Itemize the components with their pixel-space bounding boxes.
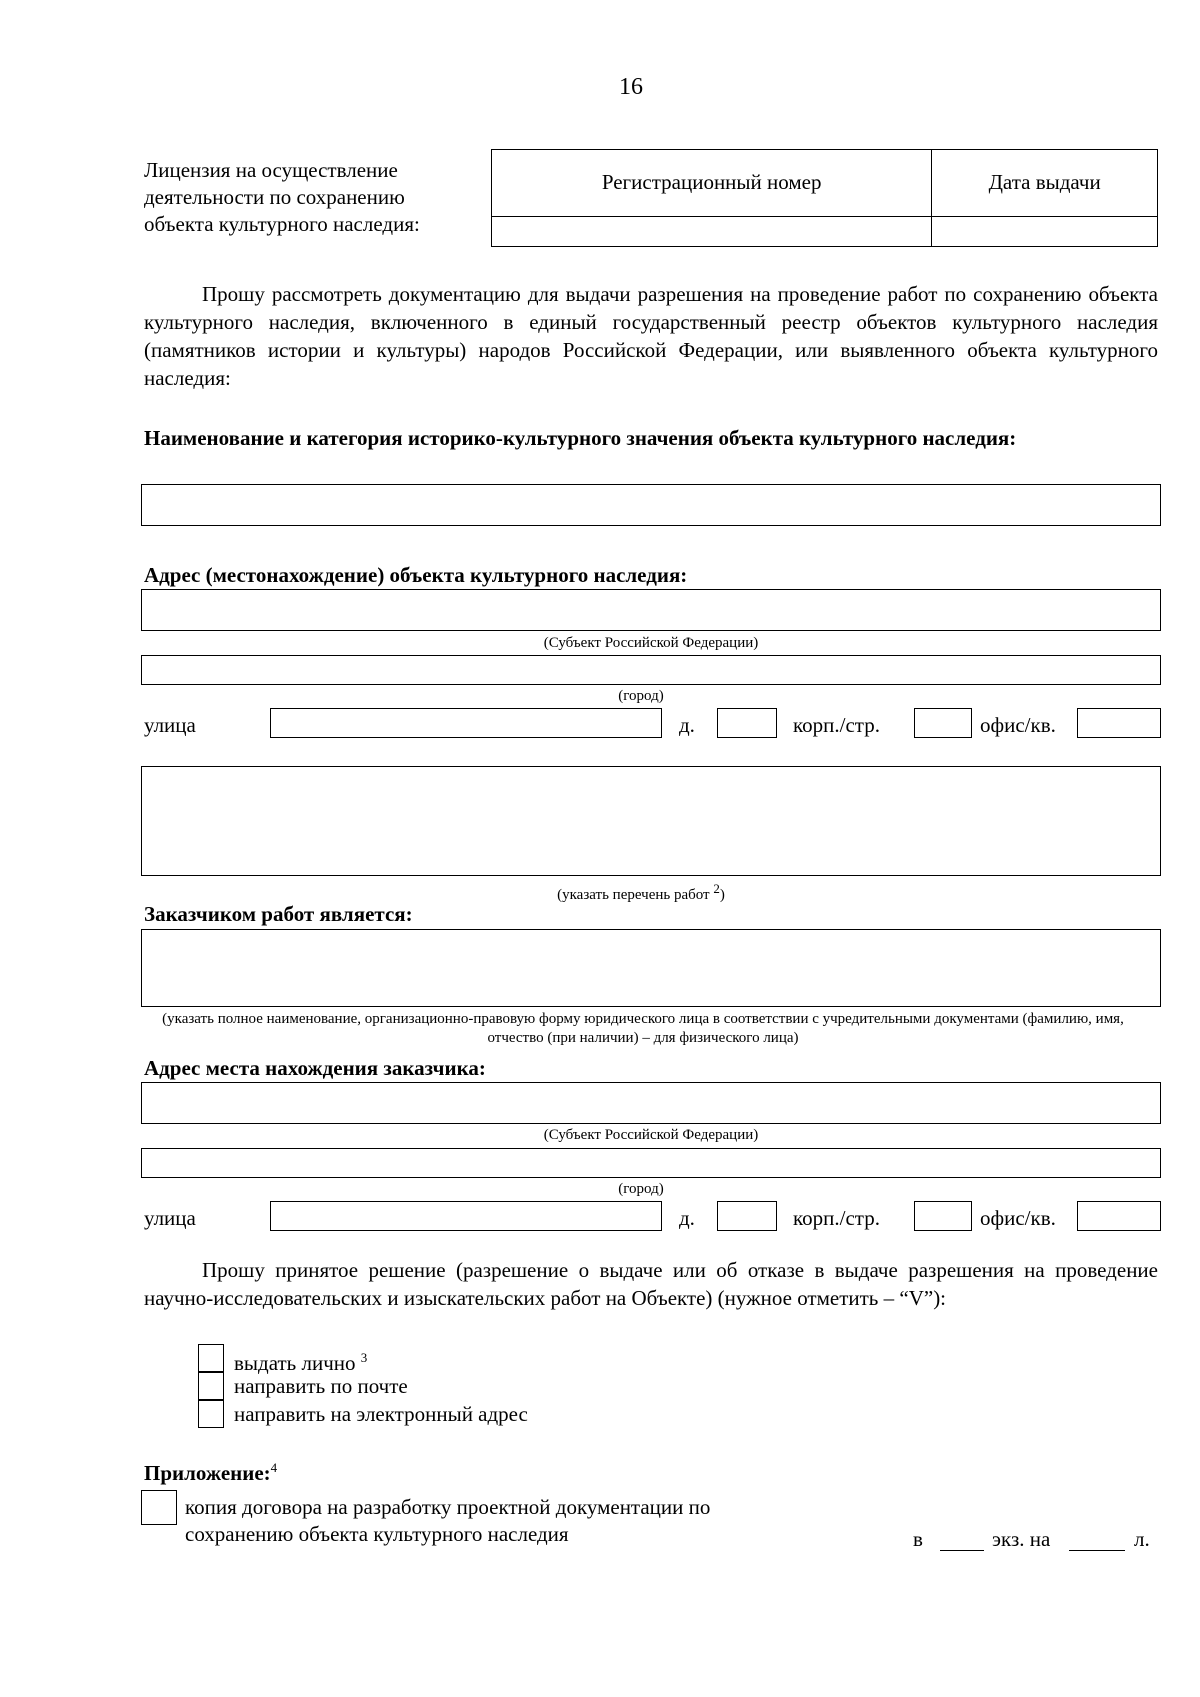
copies-count-field[interactable] <box>940 1550 984 1551</box>
appendix-item-line1: копия договора на разработку проектной документации по <box>185 1495 711 1519</box>
customer-building-field[interactable] <box>914 1201 972 1231</box>
object-name-field[interactable] <box>141 484 1161 526</box>
object-address-subject-field[interactable] <box>141 589 1161 631</box>
appendix-footnote: 4 <box>270 1460 278 1475</box>
delivery-mail-checkbox[interactable] <box>198 1372 224 1400</box>
customer-office-field[interactable] <box>1077 1201 1161 1231</box>
object-building-label: корп./стр. <box>793 713 880 737</box>
customer-caption: (указать полное наименование, организационно-правовую форму юридического лица в соответствии с учредительными документами (фамилию, имя, отчество (при наличии) – для физического лица) <box>162 1011 1124 1046</box>
customer-office-label: офис/кв. <box>980 1206 1056 1230</box>
customer-building-label: корп./стр. <box>793 1206 880 1230</box>
object-address-subject-caption: (Субъект Российской Федерации) <box>543 635 759 651</box>
delivery-personal-footnote: 3 <box>360 1350 368 1365</box>
appendix-contract-checkbox[interactable] <box>141 1490 177 1525</box>
delivery-mail-label: направить по почте <box>234 1374 408 1398</box>
customer-address-city-field[interactable] <box>141 1148 1161 1178</box>
sheets-count-field[interactable] <box>1069 1550 1125 1551</box>
customer-street-field[interactable] <box>270 1201 662 1231</box>
object-street-label: улица <box>144 713 196 737</box>
object-address-heading: Адрес (местонахождение) объекта культурного наследия: <box>144 563 688 587</box>
works-list-field[interactable] <box>141 766 1161 876</box>
license-issue-date-field[interactable] <box>932 216 1158 246</box>
delivery-email-label: направить на электронный адрес <box>234 1402 528 1426</box>
works-list-caption: (указать перечень работ $^2$) <box>557 881 725 903</box>
appendix-heading: Приложение:$^4$ <box>144 1460 278 1485</box>
copies-mid: экз. на <box>992 1527 1051 1551</box>
object-office-label: офис/кв. <box>980 713 1056 737</box>
delivery-personal-checkbox[interactable] <box>198 1344 224 1372</box>
delivery-email-checkbox[interactable] <box>198 1400 224 1428</box>
decision-paragraph: Прошу принятое решение (разрешение о выдаче или об отказе в выдаче разрешения на проведение научно-исследовательских и изыскательских работ на Объекте) (нужное отметить – “V”): <box>144 1258 1158 1310</box>
object-house-field[interactable] <box>717 708 777 738</box>
license-table <box>491 149 1158 247</box>
request-paragraph: Прошу рассмотреть документацию для выдачи разрешения на проведение работ по сохранению объекта культурного наследия, включенного в единый государственный реестр объектов культурного наследия (памятников истории и культуры) народов Российской Федерации, или выявленного объекта культурного наследия: <box>144 282 1158 390</box>
object-building-field[interactable] <box>914 708 972 738</box>
appendix-item-line2: сохранению объекта культурного наследия <box>185 1522 569 1546</box>
customer-street-label: улица <box>144 1206 196 1230</box>
customer-address-subject-caption: (Субъект Российской Федерации) <box>543 1127 759 1143</box>
object-house-label: д. <box>679 713 695 737</box>
customer-address-city-caption: (город) <box>618 1181 664 1197</box>
customer-address-heading: Адрес места нахождения заказчика: <box>144 1056 486 1080</box>
copies-prefix: в <box>913 1527 923 1551</box>
license-label: Лицензия на осуществление деятельности по сохранению объекта культурного наследия: <box>144 158 420 236</box>
copies-suffix: л. <box>1134 1527 1150 1551</box>
page-number: 16 <box>619 74 643 100</box>
works-footnote: 2 <box>713 881 720 896</box>
object-name-heading: Наименование и категория историко-культурного значения объекта культурного наследия: <box>144 426 1017 450</box>
license-reg-number-field[interactable] <box>492 216 932 246</box>
customer-house-field[interactable] <box>717 1201 777 1231</box>
customer-address-subject-field[interactable] <box>141 1082 1161 1124</box>
delivery-personal-label: выдать лично $^3$ <box>234 1350 368 1375</box>
object-address-city-field[interactable] <box>141 655 1161 685</box>
object-address-city-caption: (город) <box>618 688 664 704</box>
customer-name-field[interactable] <box>141 929 1161 1007</box>
license-reg-number-header: Регистрационный номер <box>492 150 932 217</box>
customer-heading: Заказчиком работ является: <box>144 902 413 926</box>
object-street-field[interactable] <box>270 708 662 738</box>
customer-house-label: д. <box>679 1206 695 1230</box>
object-office-field[interactable] <box>1077 708 1161 738</box>
license-issue-date-header: Дата выдачи <box>932 150 1158 217</box>
